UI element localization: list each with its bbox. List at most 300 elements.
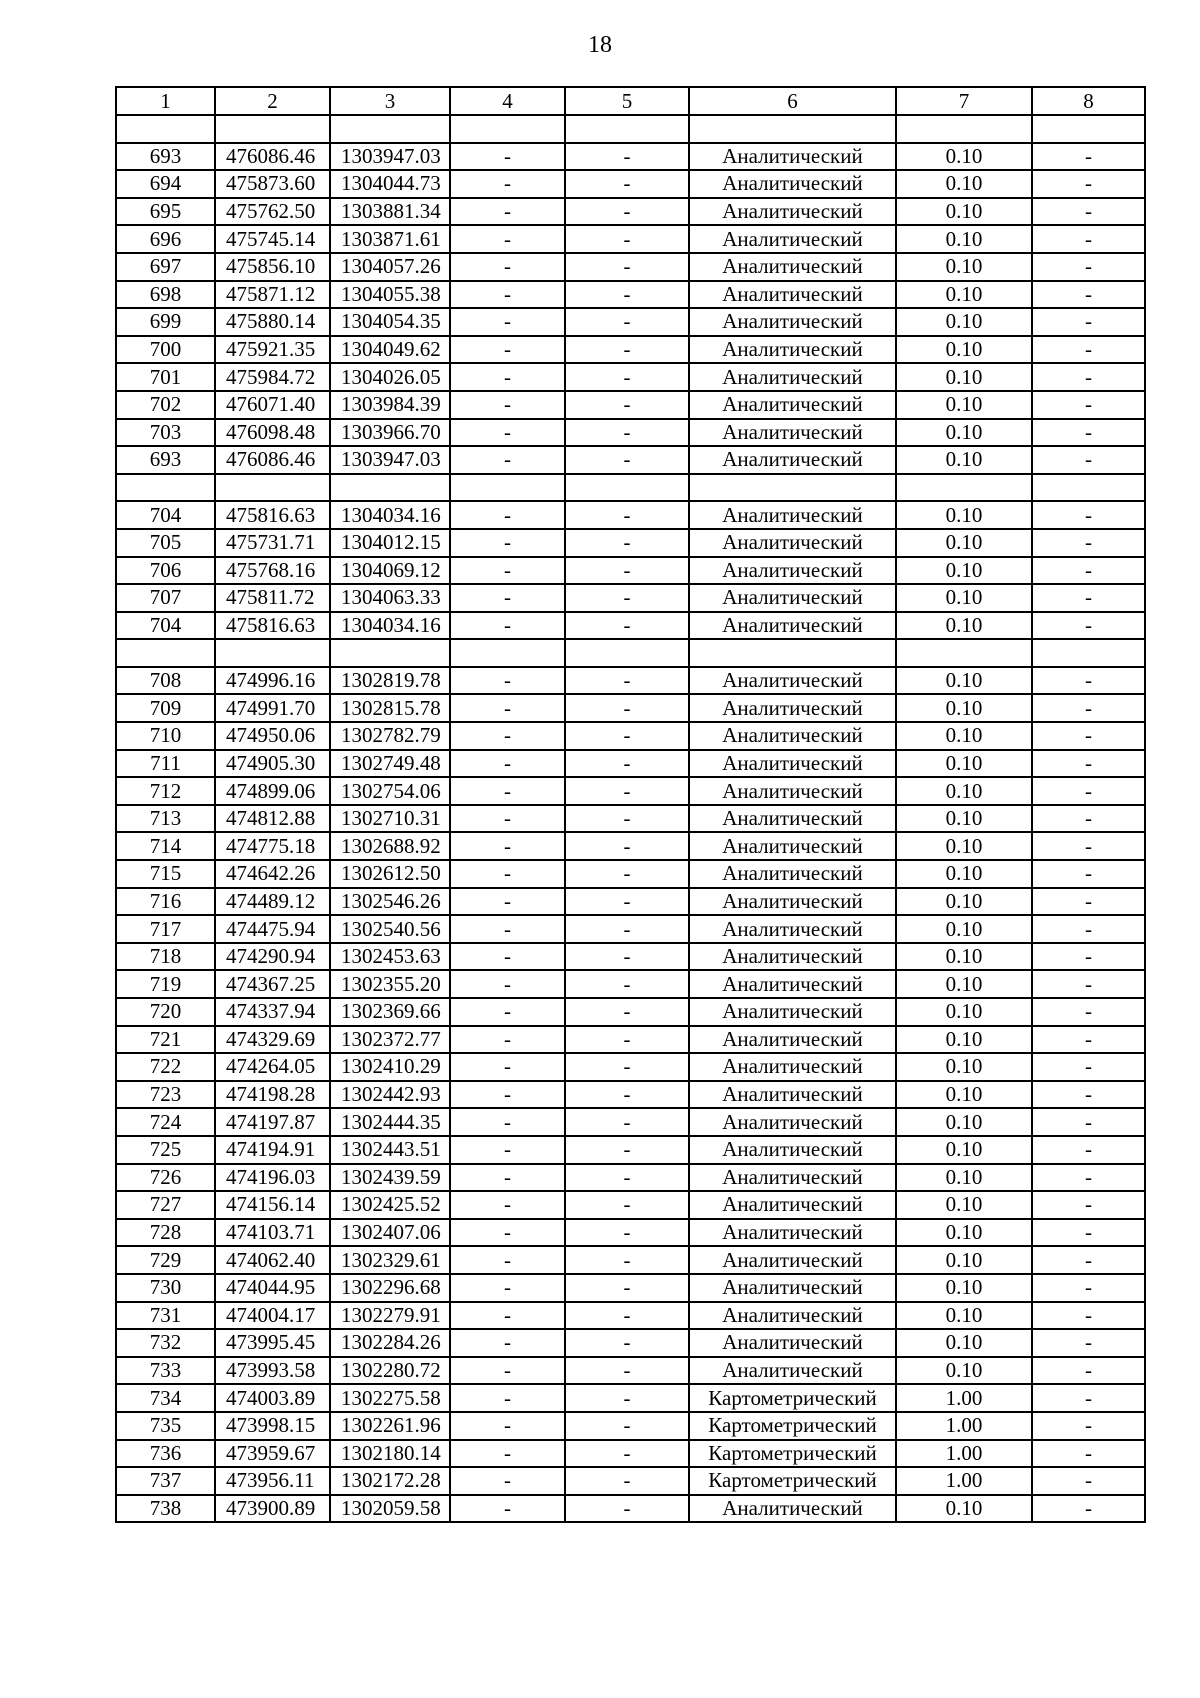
table-cell: 0.10 xyxy=(896,336,1032,364)
table-cell: 1302261.96 xyxy=(330,1412,450,1440)
table-cell: - xyxy=(565,529,689,557)
table-cell: Аналитический xyxy=(689,446,896,474)
table-cell: 474812.88 xyxy=(215,805,330,833)
table-cell: 1304034.16 xyxy=(330,612,450,640)
table-cell: - xyxy=(565,1026,689,1054)
table-cell: Аналитический xyxy=(689,529,896,557)
table-cell: 1302172.28 xyxy=(330,1467,450,1495)
table-cell: - xyxy=(565,584,689,612)
table-cell: 726 xyxy=(116,1164,215,1192)
table-cell: Картометрический xyxy=(689,1412,896,1440)
table-cell: 0.10 xyxy=(896,998,1032,1026)
table-cell: - xyxy=(450,860,565,888)
table-cell: - xyxy=(565,750,689,778)
table-cell: 0.10 xyxy=(896,391,1032,419)
table-cell: - xyxy=(565,888,689,916)
table-cell: - xyxy=(1032,1164,1145,1192)
table-cell: 1.00 xyxy=(896,1384,1032,1412)
table-cell: 475873.60 xyxy=(215,170,330,198)
table-cell: 705 xyxy=(116,529,215,557)
table-cell: Аналитический xyxy=(689,1246,896,1274)
table-cell: - xyxy=(565,336,689,364)
table-row xyxy=(116,1412,1145,1440)
table-cell: 0.10 xyxy=(896,446,1032,474)
table-cell: 0.10 xyxy=(896,584,1032,612)
table-cell: 475816.63 xyxy=(215,501,330,529)
table-row xyxy=(116,750,1145,778)
table-cell xyxy=(689,639,896,667)
table-cell: Аналитический xyxy=(689,1081,896,1109)
column-header: 1 xyxy=(116,87,215,115)
table-row xyxy=(116,281,1145,309)
table-cell: Аналитический xyxy=(689,612,896,640)
table-cell: Картометрический xyxy=(689,1467,896,1495)
table-cell: 476098.48 xyxy=(215,419,330,447)
table-row xyxy=(116,832,1145,860)
table-row xyxy=(116,943,1145,971)
table-cell: 0.10 xyxy=(896,1219,1032,1247)
table-row xyxy=(116,860,1145,888)
table-cell: 709 xyxy=(116,694,215,722)
table-cell: - xyxy=(450,529,565,557)
table-cell: - xyxy=(450,694,565,722)
table-cell: 727 xyxy=(116,1191,215,1219)
table-cell: - xyxy=(565,915,689,943)
table-cell: - xyxy=(1032,584,1145,612)
table-row xyxy=(116,612,1145,640)
table-cell: - xyxy=(565,1164,689,1192)
table-row xyxy=(116,1219,1145,1247)
page-number: 18 xyxy=(588,32,612,58)
table-cell: 475880.14 xyxy=(215,308,330,336)
table-row xyxy=(116,584,1145,612)
table-cell: Аналитический xyxy=(689,143,896,171)
table-cell xyxy=(565,115,689,143)
table-cell: 0.10 xyxy=(896,750,1032,778)
table-cell: - xyxy=(565,557,689,585)
table-row xyxy=(116,363,1145,391)
table-cell: 1302444.35 xyxy=(330,1108,450,1136)
table-cell: 0.10 xyxy=(896,1026,1032,1054)
table-cell: 0.10 xyxy=(896,722,1032,750)
table-row xyxy=(116,777,1145,805)
table-cell: Аналитический xyxy=(689,667,896,695)
table-cell: - xyxy=(450,943,565,971)
table-cell: 728 xyxy=(116,1219,215,1247)
table-cell: 475871.12 xyxy=(215,281,330,309)
table-cell xyxy=(565,474,689,502)
table-cell: 1302540.56 xyxy=(330,915,450,943)
table-cell: 1302280.72 xyxy=(330,1357,450,1385)
table-cell: - xyxy=(450,888,565,916)
table-cell: Аналитический xyxy=(689,805,896,833)
table-cell: 719 xyxy=(116,970,215,998)
table-row xyxy=(116,253,1145,281)
table-cell: 1304026.05 xyxy=(330,363,450,391)
table-cell xyxy=(116,115,215,143)
table-cell: Аналитический xyxy=(689,1302,896,1330)
table-cell: - xyxy=(450,1164,565,1192)
table-cell: - xyxy=(1032,1440,1145,1468)
table-cell: - xyxy=(450,1329,565,1357)
table-cell: 1302782.79 xyxy=(330,722,450,750)
table-row xyxy=(116,1191,1145,1219)
table-cell: - xyxy=(450,832,565,860)
table-cell: - xyxy=(565,198,689,226)
table-cell: - xyxy=(565,143,689,171)
table-cell: Аналитический xyxy=(689,336,896,364)
table-cell: 0.10 xyxy=(896,281,1032,309)
table-cell: 476086.46 xyxy=(215,446,330,474)
table-cell: - xyxy=(1032,1495,1145,1523)
table-cell: 474899.06 xyxy=(215,777,330,805)
table-cell: 706 xyxy=(116,557,215,585)
table-row xyxy=(116,1246,1145,1274)
table-cell: 0.10 xyxy=(896,970,1032,998)
table-cell xyxy=(896,474,1032,502)
table-row xyxy=(116,805,1145,833)
table-cell: 474290.94 xyxy=(215,943,330,971)
table-cell: - xyxy=(565,1495,689,1523)
table-cell: Аналитический xyxy=(689,253,896,281)
table-cell: 1303871.61 xyxy=(330,225,450,253)
table-cell: - xyxy=(1032,336,1145,364)
table-row xyxy=(116,667,1145,695)
table-cell: 713 xyxy=(116,805,215,833)
table-cell: 734 xyxy=(116,1384,215,1412)
table-cell: 1304055.38 xyxy=(330,281,450,309)
table-cell xyxy=(689,474,896,502)
table-cell: Аналитический xyxy=(689,281,896,309)
table-cell: 1.00 xyxy=(896,1412,1032,1440)
table-cell: Аналитический xyxy=(689,915,896,943)
table-cell: - xyxy=(450,1081,565,1109)
table-cell: - xyxy=(450,1026,565,1054)
table-cell: 729 xyxy=(116,1246,215,1274)
table-row xyxy=(116,970,1145,998)
column-header: 8 xyxy=(1032,87,1145,115)
table-cell: 717 xyxy=(116,915,215,943)
table-cell: 731 xyxy=(116,1302,215,1330)
table-cell: 1302443.51 xyxy=(330,1136,450,1164)
table-cell: - xyxy=(1032,667,1145,695)
table-cell: 0.10 xyxy=(896,1136,1032,1164)
table-row xyxy=(116,915,1145,943)
table-cell: 1302612.50 xyxy=(330,860,450,888)
table-cell: 720 xyxy=(116,998,215,1026)
table-cell: 0.10 xyxy=(896,1274,1032,1302)
table-row xyxy=(116,143,1145,171)
table-cell: - xyxy=(450,1440,565,1468)
table-cell: - xyxy=(450,1191,565,1219)
table-cell: 1303947.03 xyxy=(330,446,450,474)
table-cell: - xyxy=(450,1108,565,1136)
table-cell: - xyxy=(1032,805,1145,833)
table-cell: Картометрический xyxy=(689,1440,896,1468)
table-row xyxy=(116,557,1145,585)
table-cell: 0.10 xyxy=(896,1302,1032,1330)
table-cell: - xyxy=(1032,143,1145,171)
table-cell: 1302059.58 xyxy=(330,1495,450,1523)
table-cell: 1304069.12 xyxy=(330,557,450,585)
table-cell: 0.10 xyxy=(896,1329,1032,1357)
table-cell: 474264.05 xyxy=(215,1053,330,1081)
table-cell: - xyxy=(1032,998,1145,1026)
table-cell: - xyxy=(450,998,565,1026)
table-cell: - xyxy=(450,1412,565,1440)
table-cell: - xyxy=(1032,529,1145,557)
table-cell: 1303966.70 xyxy=(330,419,450,447)
table-cell: Аналитический xyxy=(689,970,896,998)
table-row xyxy=(116,722,1145,750)
table-cell: 698 xyxy=(116,281,215,309)
table-cell xyxy=(1032,639,1145,667)
table-row xyxy=(116,1302,1145,1330)
table-cell: - xyxy=(565,805,689,833)
table-cell: 696 xyxy=(116,225,215,253)
table-cell: - xyxy=(565,943,689,971)
table-row xyxy=(116,529,1145,557)
table-cell: - xyxy=(450,1357,565,1385)
table-cell: Аналитический xyxy=(689,419,896,447)
table-cell: - xyxy=(450,391,565,419)
table-cell: 721 xyxy=(116,1026,215,1054)
table-cell: 474775.18 xyxy=(215,832,330,860)
table-cell: 0.10 xyxy=(896,1081,1032,1109)
table-cell: - xyxy=(1032,832,1145,860)
table-cell: - xyxy=(450,363,565,391)
table-cell: - xyxy=(1032,170,1145,198)
table-cell: - xyxy=(565,998,689,1026)
table-row xyxy=(116,336,1145,364)
table-cell: 474003.89 xyxy=(215,1384,330,1412)
table-cell: - xyxy=(1032,446,1145,474)
table-cell: 1304012.15 xyxy=(330,529,450,557)
table-cell: Аналитический xyxy=(689,1026,896,1054)
column-header: 5 xyxy=(565,87,689,115)
table-row xyxy=(116,1053,1145,1081)
table-cell: - xyxy=(450,1246,565,1274)
table-cell: 0.10 xyxy=(896,529,1032,557)
table-cell: 722 xyxy=(116,1053,215,1081)
table-cell: - xyxy=(565,667,689,695)
table-cell: - xyxy=(565,1219,689,1247)
table-row xyxy=(116,1495,1145,1523)
table-cell: - xyxy=(565,1467,689,1495)
table-cell: 0.10 xyxy=(896,557,1032,585)
table-cell: 474337.94 xyxy=(215,998,330,1026)
table-cell: - xyxy=(1032,750,1145,778)
table-cell: 1302372.77 xyxy=(330,1026,450,1054)
table-cell: 1303881.34 xyxy=(330,198,450,226)
table-cell: Картометрический xyxy=(689,1384,896,1412)
table-cell: - xyxy=(565,722,689,750)
table-cell: - xyxy=(565,1053,689,1081)
table-cell: 0.10 xyxy=(896,805,1032,833)
table-cell: 1.00 xyxy=(896,1440,1032,1468)
table-cell: - xyxy=(1032,1191,1145,1219)
table-cell: Аналитический xyxy=(689,1053,896,1081)
table-cell: 711 xyxy=(116,750,215,778)
table-cell: 1304034.16 xyxy=(330,501,450,529)
table-cell: 476071.40 xyxy=(215,391,330,419)
table-cell: Аналитический xyxy=(689,308,896,336)
table-cell: 701 xyxy=(116,363,215,391)
column-header: 7 xyxy=(896,87,1032,115)
table-cell: Аналитический xyxy=(689,501,896,529)
table-cell: - xyxy=(1032,557,1145,585)
table-cell: - xyxy=(565,446,689,474)
table-cell: 0.10 xyxy=(896,612,1032,640)
table-cell: 0.10 xyxy=(896,170,1032,198)
table-cell: Аналитический xyxy=(689,170,896,198)
table-cell: - xyxy=(565,391,689,419)
table-cell xyxy=(450,115,565,143)
table-cell: 695 xyxy=(116,198,215,226)
table-cell: - xyxy=(565,777,689,805)
table-cell: 736 xyxy=(116,1440,215,1468)
table-cell: 0.10 xyxy=(896,888,1032,916)
table-cell: - xyxy=(450,722,565,750)
table-cell: 1302180.14 xyxy=(330,1440,450,1468)
table-cell: Аналитический xyxy=(689,888,896,916)
table-cell: 0.10 xyxy=(896,777,1032,805)
table-cell: - xyxy=(1032,1329,1145,1357)
table-cell: - xyxy=(1032,915,1145,943)
table-cell: - xyxy=(1032,777,1145,805)
table-cell: - xyxy=(450,336,565,364)
table-cell: 699 xyxy=(116,308,215,336)
table-cell: - xyxy=(565,1440,689,1468)
table-row xyxy=(116,1329,1145,1357)
table-cell: 733 xyxy=(116,1357,215,1385)
table-cell: - xyxy=(450,805,565,833)
table-cell: - xyxy=(565,1246,689,1274)
table-cell: 474642.26 xyxy=(215,860,330,888)
table-cell: 1303984.39 xyxy=(330,391,450,419)
table-cell: 1302275.58 xyxy=(330,1384,450,1412)
table-row xyxy=(116,170,1145,198)
table-cell xyxy=(689,115,896,143)
table-cell: 694 xyxy=(116,170,215,198)
table-cell: 476086.46 xyxy=(215,143,330,171)
coordinates-table xyxy=(115,86,1146,1523)
table-cell: - xyxy=(450,915,565,943)
table-cell: Аналитический xyxy=(689,1274,896,1302)
table-cell: 1302754.06 xyxy=(330,777,450,805)
table-row xyxy=(116,446,1145,474)
table-cell xyxy=(330,115,450,143)
table-cell: 475745.14 xyxy=(215,225,330,253)
table-cell: Аналитический xyxy=(689,1329,896,1357)
table-cell: 703 xyxy=(116,419,215,447)
table-row xyxy=(116,888,1145,916)
table-cell: 0.10 xyxy=(896,308,1032,336)
table-cell: - xyxy=(450,1467,565,1495)
table-cell: 1302355.20 xyxy=(330,970,450,998)
table-cell: 707 xyxy=(116,584,215,612)
table-cell xyxy=(565,639,689,667)
table-cell xyxy=(450,639,565,667)
table-cell: - xyxy=(565,225,689,253)
table-cell: 0.10 xyxy=(896,143,1032,171)
table-cell: - xyxy=(450,253,565,281)
table-cell: 714 xyxy=(116,832,215,860)
table-cell: 702 xyxy=(116,391,215,419)
table-row xyxy=(116,1357,1145,1385)
column-header: 3 xyxy=(330,87,450,115)
table-cell: 0.10 xyxy=(896,225,1032,253)
table-cell: 474950.06 xyxy=(215,722,330,750)
table-cell: Аналитический xyxy=(689,998,896,1026)
table-cell: Аналитический xyxy=(689,198,896,226)
table-cell: 1304057.26 xyxy=(330,253,450,281)
table-cell: 473995.45 xyxy=(215,1329,330,1357)
table-cell: 1302819.78 xyxy=(330,667,450,695)
table-cell: - xyxy=(1032,225,1145,253)
table-cell: - xyxy=(565,1412,689,1440)
table-cell: - xyxy=(565,501,689,529)
table-cell: - xyxy=(450,667,565,695)
table-cell: - xyxy=(1032,253,1145,281)
table-row xyxy=(116,1440,1145,1468)
table-cell: - xyxy=(450,1302,565,1330)
table-cell: - xyxy=(1032,1302,1145,1330)
table-cell: - xyxy=(1032,281,1145,309)
table-cell: 473956.11 xyxy=(215,1467,330,1495)
table-cell: 724 xyxy=(116,1108,215,1136)
table-cell: 725 xyxy=(116,1136,215,1164)
table-cell: 716 xyxy=(116,888,215,916)
table-cell: Аналитический xyxy=(689,750,896,778)
table-cell: 0.10 xyxy=(896,832,1032,860)
table-row-separator xyxy=(116,639,1145,667)
table-cell: - xyxy=(565,1384,689,1412)
table-cell: 474996.16 xyxy=(215,667,330,695)
table-cell: 474194.91 xyxy=(215,1136,330,1164)
table-cell: Аналитический xyxy=(689,1108,896,1136)
table-row-separator xyxy=(116,474,1145,502)
table-cell: 475856.10 xyxy=(215,253,330,281)
table-cell: 693 xyxy=(116,143,215,171)
table-cell: 1302453.63 xyxy=(330,943,450,971)
table-cell: - xyxy=(450,584,565,612)
table-row xyxy=(116,225,1145,253)
table-cell: - xyxy=(450,557,565,585)
table-cell: - xyxy=(1032,198,1145,226)
table-cell: 1302279.91 xyxy=(330,1302,450,1330)
table-cell: 474367.25 xyxy=(215,970,330,998)
table-cell: 475811.72 xyxy=(215,584,330,612)
table-cell: - xyxy=(1032,1246,1145,1274)
table-cell: - xyxy=(565,1274,689,1302)
table-cell: 475816.63 xyxy=(215,612,330,640)
table-cell: - xyxy=(565,1191,689,1219)
table-cell: 1304063.33 xyxy=(330,584,450,612)
table-row xyxy=(116,419,1145,447)
table-cell: - xyxy=(1032,1053,1145,1081)
table-cell: Аналитический xyxy=(689,584,896,612)
table-cell: Аналитический xyxy=(689,1357,896,1385)
table-cell: - xyxy=(565,419,689,447)
table-cell: 1302296.68 xyxy=(330,1274,450,1302)
table-cell: 730 xyxy=(116,1274,215,1302)
table-cell: - xyxy=(450,446,565,474)
table-cell: 1304054.35 xyxy=(330,308,450,336)
table-cell: - xyxy=(1032,1219,1145,1247)
table-cell: 0.10 xyxy=(896,915,1032,943)
table-cell: - xyxy=(1032,1136,1145,1164)
